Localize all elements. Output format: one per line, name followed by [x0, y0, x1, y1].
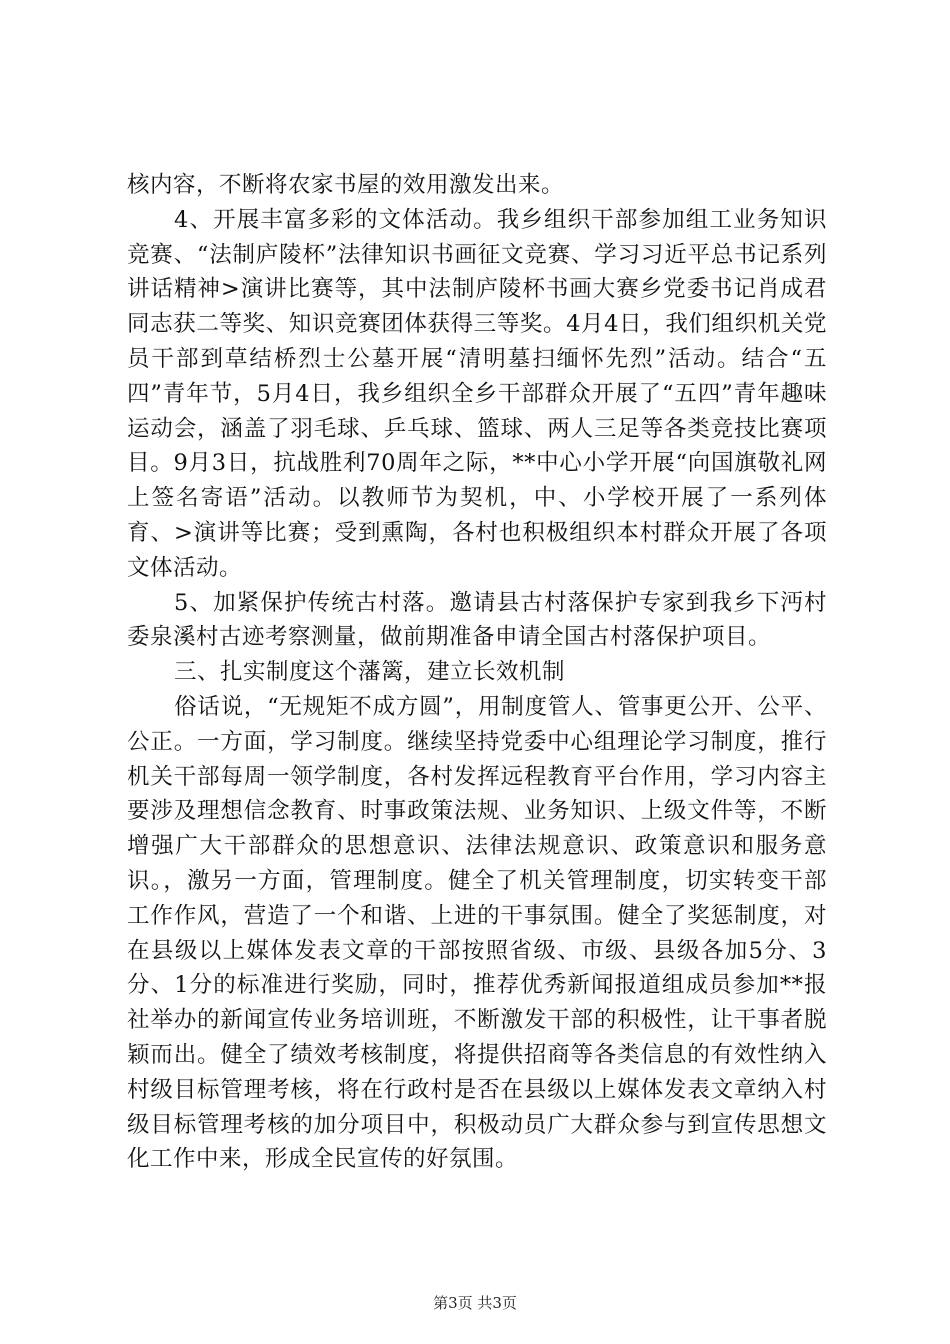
document-body	[127, 168, 827, 1177]
page-number-footer: 第3页 共3页	[433, 1294, 517, 1312]
paragraph-continuation: 核内容，不断将农家书屋的效用激发出来。	[127, 172, 565, 198]
paragraph-cultural-activities: 4、开展丰富多彩的文体活动。我乡组织干部参加组工业务知识竞赛、“法制庐陵杯”法律知识书画征文竞赛、学习习近平总书记系列讲话精神>演讲比赛等，其中法制庐陵杯书画大赛乡党委书记肖成君同志获二等奖、知识竞赛团体获得三等奖。4月4日，我们组织机关党员干部到草结桥烈士公墓开展“清明墓扫缅怀先烈”活动。结合“五四”青年节，5月4日，我乡组织全乡干部群众开展了“五四”青年趣味运动会，涵盖了羽毛球、乒乓球、篮球、两人三足等各类竞技比赛项目。9月3日，抗战胜利70周年之际，**中心小学开展“向国旗敬礼网上签名寄语”活动。以教师节为契机，中、小学校开展了一系列体育、>演讲等比赛；受到熏陶，各村也积极组织本村群众开展了各项文体活动。	[127, 206, 827, 581]
paragraph-systems: 俗话说，“无规矩不成方圆”，用制度管人、管事更公开、公平、公正。一方面，学习制度。继续坚持党委中心组理论学习制度，推行机关干部每周一领学制度，各村发挥远程教育平台作用，学习内容主要涉及理想信念教育、时事政策法规、业务知识、上级文件等，不断增强广大干部群众的思想意识、法律法规意识、政策意识和服务意识。，激另一方面，管理制度。健全了机关管理制度，切实转变干部工作作风，营造了一个和谐、上进的干事氛围。健全了奖惩制度，对在县级以上媒体发表文章的干部按照省级、市级、县级各加5分、3分、1分的标准进行奖励，同时，推荐优秀新闻报道组成员参加**报社举办的新闻宣传业务培训班，不断激发干部的积极性，让干事者脱颖而出。健全了绩效考核制度，将提供招商等各类信息的有效性纳入村级目标管理考核，将在行政村是否在县级以上媒体发表文章纳入村级目标管理考核的加分项目中，积极动员广大群众参与到宣传思想文化工作中来，形成全民宣传的好氛围。	[127, 693, 827, 1173]
section-heading: 三、扎实制度这个藩篱，建立长效机制	[174, 659, 566, 686]
paragraph-ancient-villages: 5、加紧保护传统古村落。邀请县古村落保护专家到我乡下沔村委泉溪村古迹考察测量，做前期准备申请全国古村落保护项目。	[127, 589, 827, 651]
